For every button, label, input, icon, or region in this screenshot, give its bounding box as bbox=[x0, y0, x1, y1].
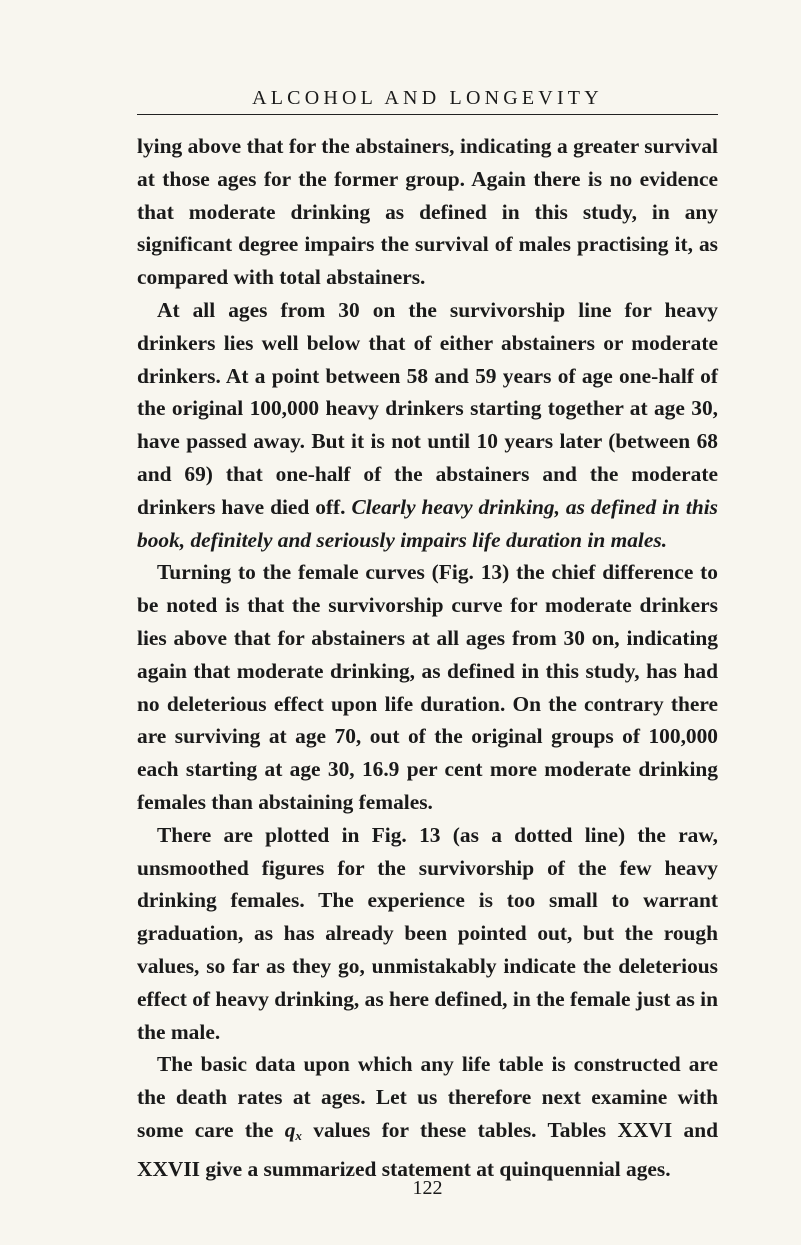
paragraph-5-text-before: The basic data upon which any life table is constructed are the death rates at ages. Let us therefore next examine with some care the bbox=[137, 1052, 718, 1142]
paragraph-3 bbox=[137, 556, 718, 818]
qx-symbol: qx bbox=[284, 1117, 302, 1143]
paragraph-2 bbox=[137, 294, 718, 556]
paragraph-1 bbox=[137, 130, 718, 294]
body-text bbox=[137, 130, 718, 1186]
paragraph-5-text-after: values for these tables. Tables XXVI and XXVII give a summarized statement at quinquennial ages. bbox=[137, 1117, 718, 1181]
page-number: 122 bbox=[412, 1177, 443, 1199]
paragraph-2-italic-conclusion: Clearly heavy drinking, as defined in this book, definitely and seriously impairs life duration in males. bbox=[137, 494, 718, 552]
paragraph-4-text: There are plotted in Fig. 13 (as a dotted line) the raw, unsmoothed figures for the survivorship of the few heavy drinking females. The experience is too small to warrant graduation, as has already been pointed out, but the rough values, so far as they go, unmistakably indicate the deleterious effect of heavy drinking, as here defined, in the female just as in the male. bbox=[137, 822, 718, 1044]
header-rule bbox=[137, 114, 718, 115]
paragraph-3-text: Turning to the female curves (Fig. 13) the chief difference to be noted is that the survivorship curve for moderate drinkers lies above that for abstainers at all ages from 30 on, indicating again that moderate drinking, as defined in this study, has had no deleterious effect upon life duration. On the contrary there are surviving at age 70, out of the original groups of 100,000 each starting at age 30, 16.9 per cent more moderate drinking females than abstaining females. bbox=[137, 560, 718, 814]
paragraph-4 bbox=[137, 819, 718, 1049]
paragraph-1-text: lying above that for the abstainers, indicating a greater survival at those ages for the former group. Again there is no evidence that moderate drinking as defined in this study, in any significant degree impairs the survival of males practising it, as compared with total abstainers. bbox=[137, 134, 718, 290]
qx-subscript: x bbox=[295, 1127, 302, 1143]
paragraph-5 bbox=[137, 1048, 718, 1185]
running-head: ALCOHOL AND LONGEVITY bbox=[252, 87, 603, 109]
paragraph-2-text: At all ages from 30 on the survivorship line for heavy drinkers lies well below that of either abstainers or moderate drinkers. At a point between 58 and 59 years of age one-half of the original 100,000 heavy drinkers starting together at age 30, have passed away. But it is not until 10 years later (between 68 and 69) that one-half of the abstainers and the moderate drinkers have died off. bbox=[137, 297, 718, 519]
